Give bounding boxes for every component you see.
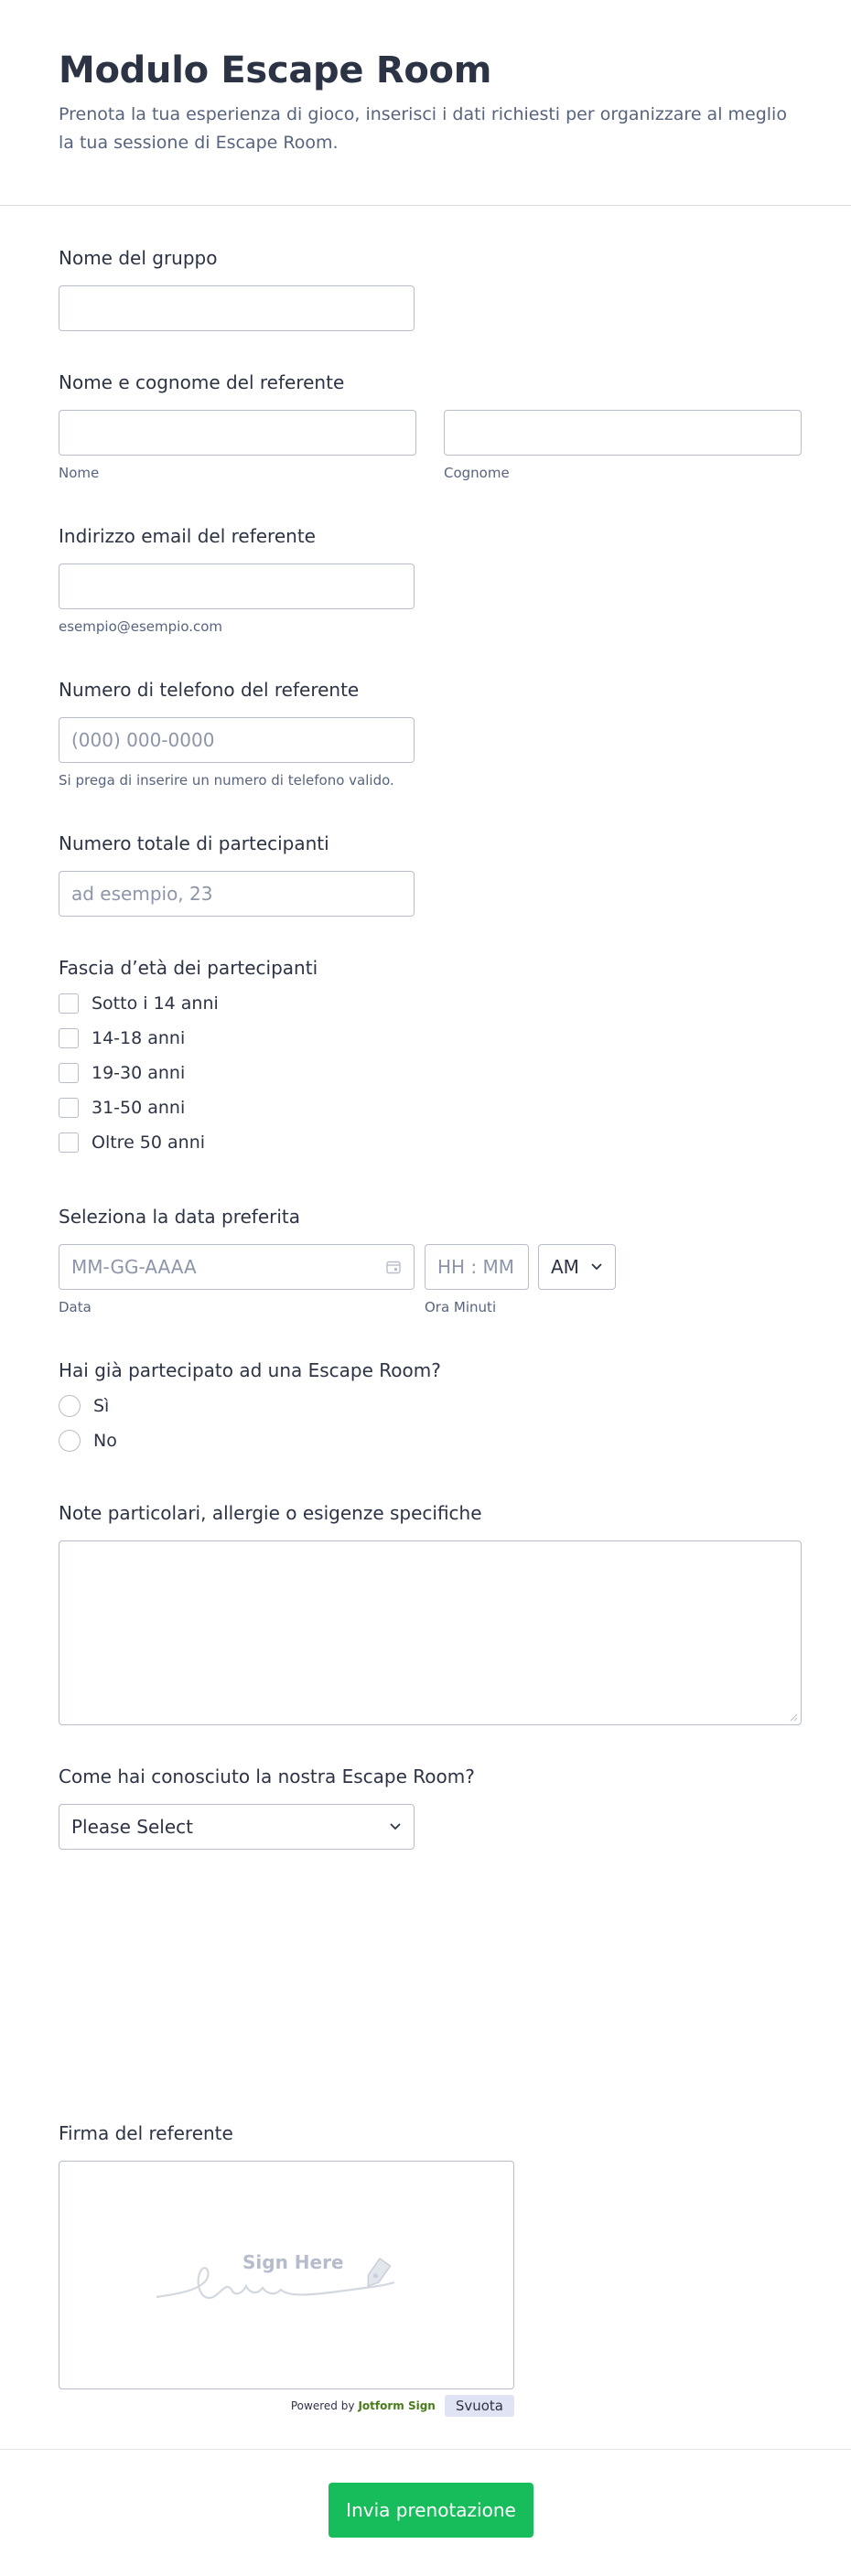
email-field xyxy=(59,525,415,635)
group-name-input[interactable] xyxy=(59,285,415,331)
age-option[interactable]: 31-50 anni xyxy=(59,1090,318,1125)
checkbox[interactable] xyxy=(59,1098,79,1118)
notes-textarea[interactable] xyxy=(59,1540,802,1725)
date-label: Seleziona la data preferita xyxy=(59,1206,301,1228)
date-input[interactable]: MM-GG-AAAA xyxy=(59,1244,415,1290)
email-label: Indirizzo email del referente xyxy=(59,525,316,547)
phone-label: Numero di telefono del referente xyxy=(59,679,360,701)
form-subtitle: Prenota la tua esperienza di gioco, inserisci i dati richiesti per organizzare al meglio la tua sessione di Escape Room. xyxy=(59,104,787,153)
signature-hint: Sign Here xyxy=(242,2251,344,2273)
participants-label: Numero totale di partecipanti xyxy=(59,832,329,854)
last-name-input[interactable] xyxy=(444,410,802,456)
experience-option-no[interactable]: No xyxy=(59,1423,441,1458)
phone-field xyxy=(59,679,415,789)
source-label: Come hai conosciuto la nostra Escape Room? xyxy=(59,1766,475,1787)
date-sublabel: Data xyxy=(59,1299,92,1315)
group-name-label: Nome del gruppo xyxy=(59,247,218,269)
age-option[interactable]: 19-30 anni xyxy=(59,1056,318,1090)
calendar-icon[interactable] xyxy=(385,1259,402,1275)
notes-field xyxy=(59,1502,802,1725)
date-field xyxy=(59,1206,616,1315)
participants-input[interactable]: ad esempio, 23 xyxy=(59,871,415,917)
age-option[interactable]: Sotto i 14 anni xyxy=(59,986,318,1021)
age-option[interactable]: 14-18 anni xyxy=(59,1021,318,1056)
time-sublabel: Ora Minuti xyxy=(425,1299,497,1315)
experience-label: Hai già partecipato ad una Escape Room? xyxy=(59,1359,441,1381)
time-input[interactable]: HH : MM xyxy=(425,1244,529,1290)
last-name-sublabel: Cognome xyxy=(444,465,510,481)
checkbox[interactable] xyxy=(59,1132,79,1153)
clear-signature-button[interactable]: Svuota xyxy=(445,2395,514,2417)
jotform-sign-brand[interactable]: Jotform Sign xyxy=(358,2399,436,2412)
radio[interactable] xyxy=(59,1430,81,1452)
experience-field xyxy=(59,1359,441,1458)
submit-button[interactable]: Invia prenotazione xyxy=(329,2483,533,2538)
first-name-input[interactable] xyxy=(59,410,416,456)
ampm-select[interactable]: AM xyxy=(538,1244,616,1290)
age-range-field xyxy=(59,957,318,1160)
email-input[interactable] xyxy=(59,564,415,609)
signature-pad[interactable] xyxy=(59,2161,514,2389)
form-title: Modulo Escape Room xyxy=(59,49,492,91)
signature-scribble-icon xyxy=(155,2249,420,2313)
first-name-sublabel: Nome xyxy=(59,465,100,481)
checkbox[interactable] xyxy=(59,993,79,1014)
referent-name-label: Nome e cognome del referente xyxy=(59,371,345,393)
signature-label: Firma del referente xyxy=(59,2122,233,2144)
powered-by-text: Powered by xyxy=(290,2399,355,2412)
signature-field xyxy=(59,2122,514,2417)
source-field xyxy=(59,1766,475,1850)
chevron-down-icon xyxy=(389,1822,402,1831)
experience-option-yes[interactable]: Sì xyxy=(59,1389,441,1423)
age-option[interactable]: Oltre 50 anni xyxy=(59,1125,318,1160)
age-range-label: Fascia d’età dei partecipanti xyxy=(59,957,318,979)
form-header xyxy=(0,0,851,206)
chevron-down-icon xyxy=(590,1262,603,1272)
referent-name-field xyxy=(59,371,802,481)
phone-input[interactable]: (000) 000-0000 xyxy=(59,717,415,763)
checkbox[interactable] xyxy=(59,1028,79,1048)
email-sublabel: esempio@esempio.com xyxy=(59,618,223,635)
group-name-field xyxy=(59,247,415,331)
radio[interactable] xyxy=(59,1395,81,1417)
source-select[interactable]: Please Select xyxy=(59,1804,415,1850)
footer-divider xyxy=(0,2449,851,2450)
participants-field xyxy=(59,832,415,917)
checkbox[interactable] xyxy=(59,1063,79,1083)
resize-handle-icon[interactable] xyxy=(789,1712,798,1722)
notes-label: Note particolari, allergie o esigenze specifiche xyxy=(59,1502,482,1524)
phone-sublabel: Si prega di inserire un numero di telefono valido. xyxy=(59,772,394,789)
